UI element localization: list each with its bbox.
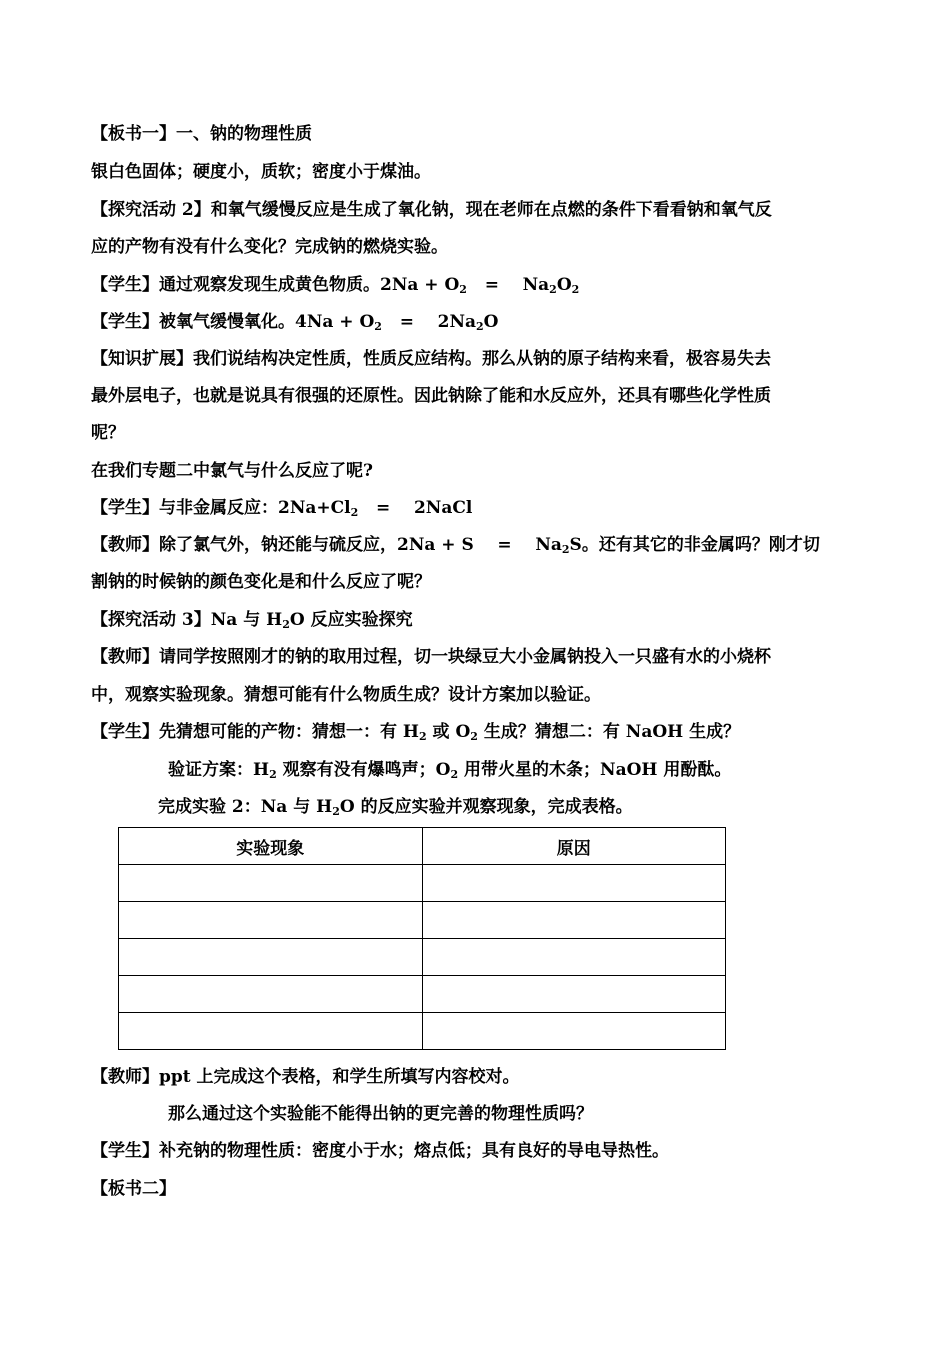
phenomenon-cell[interactable] <box>119 976 423 1013</box>
teacher-question: 那么通过这个实验能不能得出钠的更完善的物理性质吗？ <box>168 1104 593 1124</box>
teacher-ppt-note: 【教师】ppt 上完成这个表格，和学生所填写内容校对。 <box>91 1067 520 1087</box>
teacher-instruction-cont: 中，观察实验现象。猜想可能有什么物质生成？设计方案加以验证。 <box>91 685 601 705</box>
table-row <box>119 939 726 976</box>
board-note-2: 【板书二】 <box>91 1179 176 1199</box>
experiment-2-instruction: 完成实验 2：Na 与 $H_2O$ 的反应实验并观察现象，完成表格。 <box>158 797 633 818</box>
student-chlorine-equation: 【学生】与非金属反应：$2Na+Cl_2$ = 2NaCl <box>91 498 473 519</box>
table-header-row <box>119 828 726 865</box>
verification-plan: 验证方案：$H_2$ 观察有没有爆鸣声；$O_2$ 用带火星的木条；NaOH 用酚酞。 <box>168 760 732 781</box>
student-burning-equation: 【学生】通过观察发现生成黄色物质。$2Na + O_2$ = $Na_2O_2$ <box>91 275 580 296</box>
phenomenon-cell[interactable] <box>119 865 423 902</box>
student-oxidation-equation: 【学生】被氧气缓慢氧化。$4Na + O_2$ = $2Na_2O$ <box>91 312 499 333</box>
teacher-instruction: 【教师】请同学按照刚才的钠的取用过程，切一块绿豆大小金属钠投入一只盛有水的小烧杯 <box>91 647 771 667</box>
teacher-sulfur-equation: 【教师】除了氯气外，钠还能与硫反应，2Na + S = $Na_2S$。还有其它的非金属吗？刚才切 <box>91 535 820 556</box>
reason-cell[interactable] <box>422 865 726 902</box>
table-row <box>119 1013 726 1050</box>
activity-3-title: 【探究活动 3】Na 与 $H_2O$ 反应实验探究 <box>91 610 413 631</box>
reason-cell[interactable] <box>422 939 726 976</box>
activity-2-text: 【探究活动 2】和氧气缓慢反应是生成了氧化钠，现在老师在点燃的条件下看看钠和氧气反 <box>91 200 772 220</box>
board-note-1: 【板书一】一、钠的物理性质 <box>91 124 312 144</box>
reason-cell[interactable] <box>422 902 726 939</box>
chlorine-question: 在我们专题二中氯气与什么反应了呢? <box>91 461 373 481</box>
table-row <box>119 865 726 902</box>
teacher-sulfur-text-cont: 割钠的时候钠的颜色变化是和什么反应了呢？ <box>91 572 431 592</box>
activity-2-text-cont: 应的产物有没有什么变化？完成钠的燃烧实验。 <box>91 237 448 257</box>
phenomenon-cell[interactable] <box>119 1013 423 1050</box>
reason-cell[interactable] <box>422 1013 726 1050</box>
knowledge-extension-text-end: 呢？ <box>91 423 125 443</box>
reason-cell[interactable] <box>422 976 726 1013</box>
table-row <box>119 902 726 939</box>
knowledge-extension-text-cont: 最外层电子，也就是说具有很强的还原性。因此钠除了能和水反应外，还具有哪些化学性质 <box>91 386 771 406</box>
header-reason: 原因 <box>422 828 726 865</box>
student-supplement: 【学生】补充钠的物理性质：密度小于水；熔点低；具有良好的导电导热性。 <box>91 1141 669 1161</box>
observation-table <box>118 827 726 1050</box>
student-guess: 【学生】先猜想可能的产物：猜想一：有 $H_2$ 或 $O_2$ 生成？猜想二：有 NaOH 生成？ <box>91 722 741 743</box>
physical-properties-text: 银白色固体；硬度小，质软；密度小于煤油。 <box>91 162 431 182</box>
table-row <box>119 976 726 1013</box>
header-phenomenon: 实验现象 <box>119 828 423 865</box>
phenomenon-cell[interactable] <box>119 939 423 976</box>
knowledge-extension-text: 【知识扩展】我们说结构决定性质，性质反应结构。那么从钠的原子结构来看，极容易失去 <box>91 349 771 369</box>
phenomenon-cell[interactable] <box>119 902 423 939</box>
